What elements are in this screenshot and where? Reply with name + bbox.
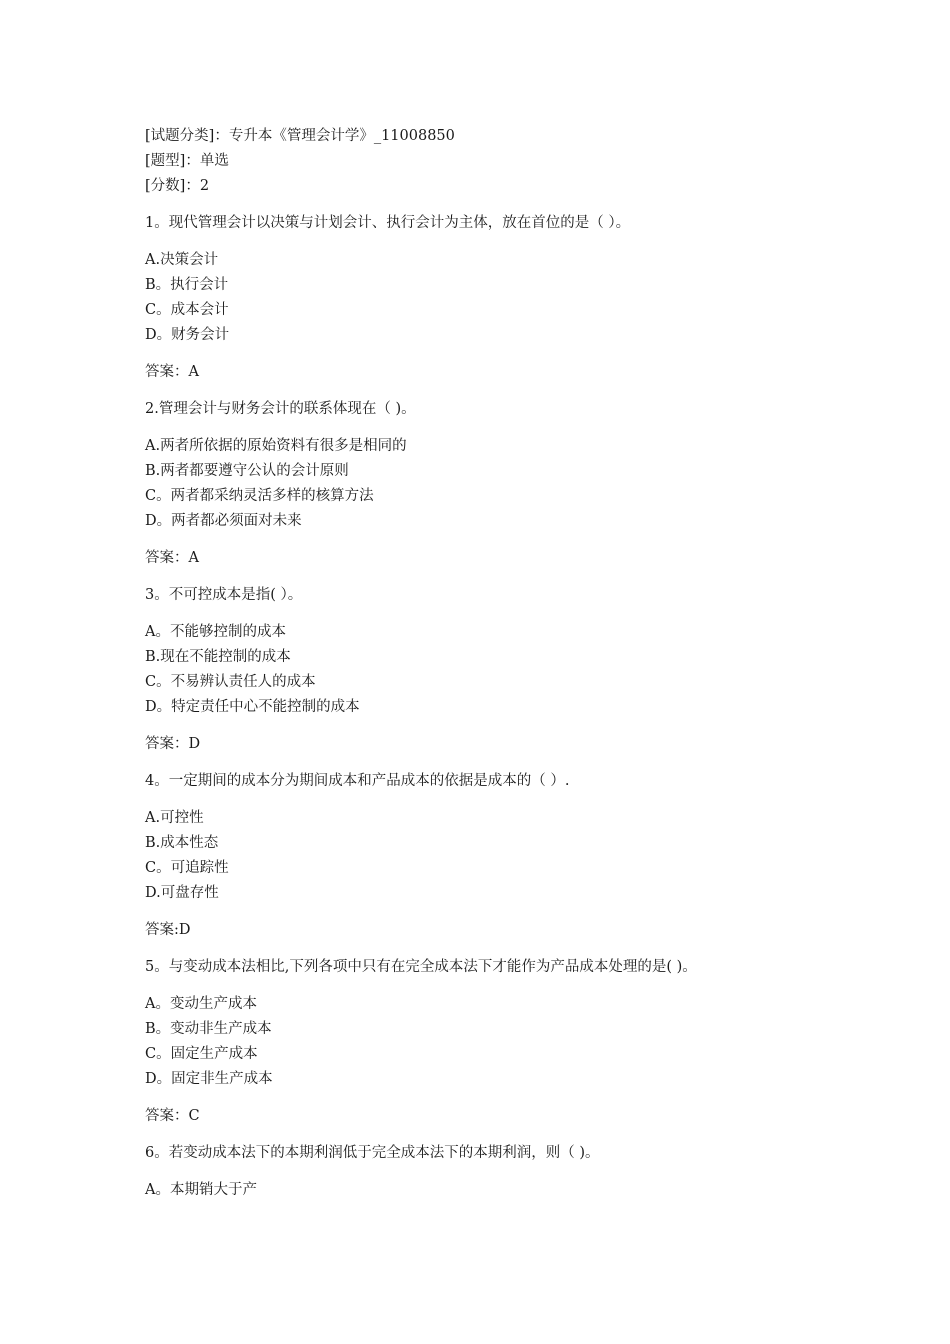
- question-1: [145, 211, 825, 385]
- question-stem: 4。一定期间的成本分为期间成本和产品成本的依据是成本的（ ）.: [145, 773, 570, 789]
- question-stem: 1。现代管理会计以决策与计划会计、执行会计为主体，放在首位的是（ ）。: [145, 215, 631, 231]
- answer-line: 答案:D: [145, 922, 191, 938]
- option-a: A.两者所依据的原始资料有很多是相同的: [145, 438, 407, 454]
- option-c: C。可追踪性: [145, 860, 229, 876]
- question-5: [145, 955, 825, 1129]
- question-4: [145, 769, 825, 943]
- option-b: B.现在不能控制的成本: [145, 649, 291, 665]
- option-a: A。变动生产成本: [145, 996, 257, 1012]
- option-c: C。成本会计: [145, 302, 229, 318]
- question-stem: 3。不可控成本是指( ）。: [145, 587, 303, 603]
- option-list: [145, 434, 825, 534]
- option-list: [145, 1178, 825, 1203]
- option-b: B。执行会计: [145, 277, 229, 293]
- question-3: [145, 583, 825, 757]
- question-6: [145, 1141, 825, 1203]
- option-d: D.可盘存性: [145, 885, 219, 901]
- exam-meta: [145, 124, 825, 199]
- option-a: A。不能够控制的成本: [145, 624, 286, 640]
- question-2: [145, 397, 825, 571]
- option-list: [145, 992, 825, 1092]
- option-d: D。特定责任中心不能控制的成本: [145, 699, 360, 715]
- question-score: [分数]：2: [145, 178, 210, 194]
- option-a: A。本期销大于产: [145, 1182, 257, 1198]
- option-c: C。固定生产成本: [145, 1046, 258, 1062]
- option-a: A.可控性: [145, 810, 204, 826]
- option-b: B.成本性态: [145, 835, 219, 851]
- option-a: A.决策会计: [145, 252, 219, 268]
- answer-line: 答案：D: [145, 736, 201, 752]
- question-type: [题型]：单选: [145, 153, 229, 169]
- option-d: D。固定非生产成本: [145, 1071, 273, 1087]
- option-list: [145, 806, 825, 906]
- question-stem: 5。与变动成本法相比,下列各项中只有在完全成本法下才能作为产品成本处理的是( )。: [145, 959, 697, 975]
- answer-line: 答案：A: [145, 364, 199, 380]
- answer-line: 答案：A: [145, 550, 199, 566]
- document-page: [145, 124, 825, 1215]
- option-list: [145, 620, 825, 720]
- option-list: [145, 248, 825, 348]
- exam-category: [试题分类]：专升本《管理会计学》_11008850: [145, 128, 455, 144]
- question-stem: 2.管理会计与财务会计的联系体现在（ )。: [145, 401, 416, 417]
- option-d: D。财务会计: [145, 327, 230, 343]
- option-b: B。变动非生产成本: [145, 1021, 272, 1037]
- option-b: B.两者都要遵守公认的会计原则: [145, 463, 349, 479]
- question-stem: 6。若变动成本法下的本期利润低于完全成本法下的本期利润，则（ )。: [145, 1145, 600, 1161]
- answer-line: 答案：C: [145, 1108, 200, 1124]
- option-c: C。不易辨认责任人的成本: [145, 674, 316, 690]
- option-d: D。两者都必须面对未来: [145, 513, 302, 529]
- option-c: C。两者都采纳灵活多样的核算方法: [145, 488, 374, 504]
